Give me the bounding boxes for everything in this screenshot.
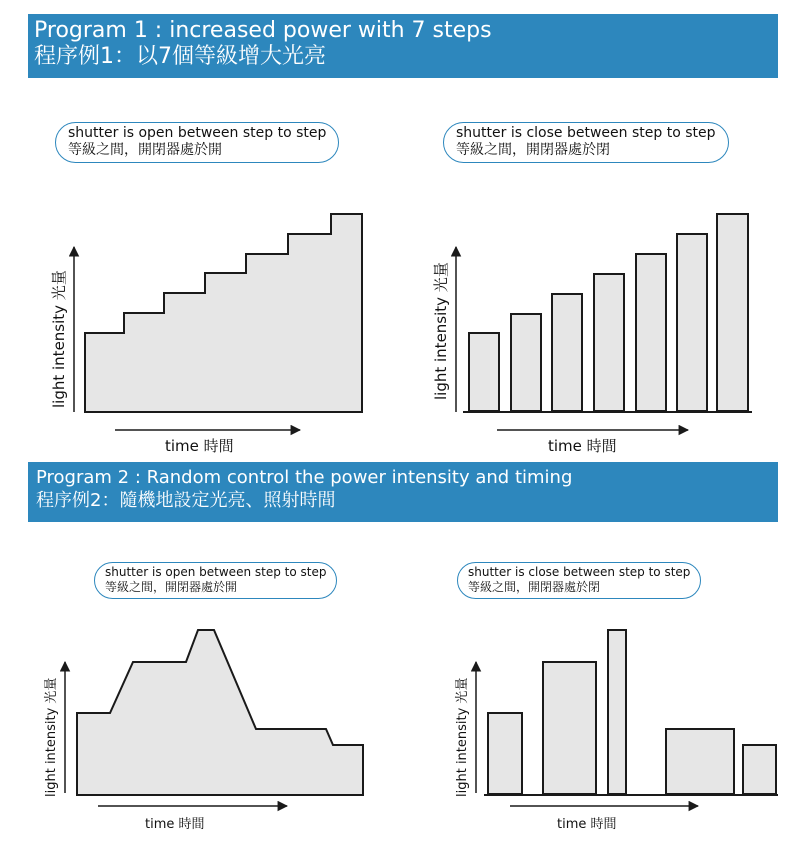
random-area-3 (77, 630, 363, 795)
bubble-open-1-en: shutter is open between step to step (68, 125, 327, 141)
x-axis-label-4: time 時間 (557, 817, 617, 832)
staircase-area-1 (85, 214, 362, 412)
bubble-close-1-en: shutter is close between step to step (456, 125, 716, 141)
bar-2-6 (677, 234, 707, 411)
program-1-title-zh: 程序例1：以7個等級增大光亮 (34, 44, 326, 69)
x-axis-label-3: time 時間 (145, 817, 205, 832)
bar-2-2 (511, 314, 541, 411)
bars-group-4 (488, 630, 776, 794)
bar-4-4 (666, 729, 734, 794)
bubble-close-2-en: shutter is close between step to step (468, 565, 691, 579)
bar-2-3 (552, 294, 582, 411)
program-1-title-en: Program 1 : increased power with 7 steps (34, 18, 492, 43)
bar-2-5 (636, 254, 666, 411)
bar-2-4 (594, 274, 624, 411)
y-axis-label-2: light intensity 光量 (432, 262, 450, 400)
bars-group-2 (469, 214, 748, 411)
bar-4-1 (488, 713, 522, 794)
y-axis-label-1: light intensity 光量 (50, 270, 68, 408)
bar-4-3 (608, 630, 626, 794)
bubble-open-2-en: shutter is open between step to step (105, 565, 327, 579)
bubble-open-2-zh: 等級之間，開閉器處於開 (105, 580, 238, 594)
bar-4-2 (543, 662, 596, 794)
bar-2-7 (717, 214, 748, 411)
x-axis-label-2: time 時間 (548, 437, 617, 455)
program-2-title-zh: 程序例2：隨機地設定光亮、照射時間 (36, 490, 336, 511)
bar-2-1 (469, 333, 499, 411)
bubble-close-1-zh: 等級之間，開閉器處於閉 (456, 142, 610, 158)
bar-4-5 (743, 745, 776, 794)
bubble-open-1-zh: 等級之間，開閉器處於開 (68, 142, 222, 158)
x-axis-label-1: time 時間 (165, 437, 234, 455)
bubble-close-2-zh: 等級之間，開閉器處於閉 (468, 580, 601, 594)
y-axis-label-4: light intensity 光量 (455, 677, 470, 797)
program-2-title-en: Program 2 : Random control the power intensity and timing (36, 467, 573, 488)
y-axis-label-3: light intensity 光量 (44, 677, 59, 797)
